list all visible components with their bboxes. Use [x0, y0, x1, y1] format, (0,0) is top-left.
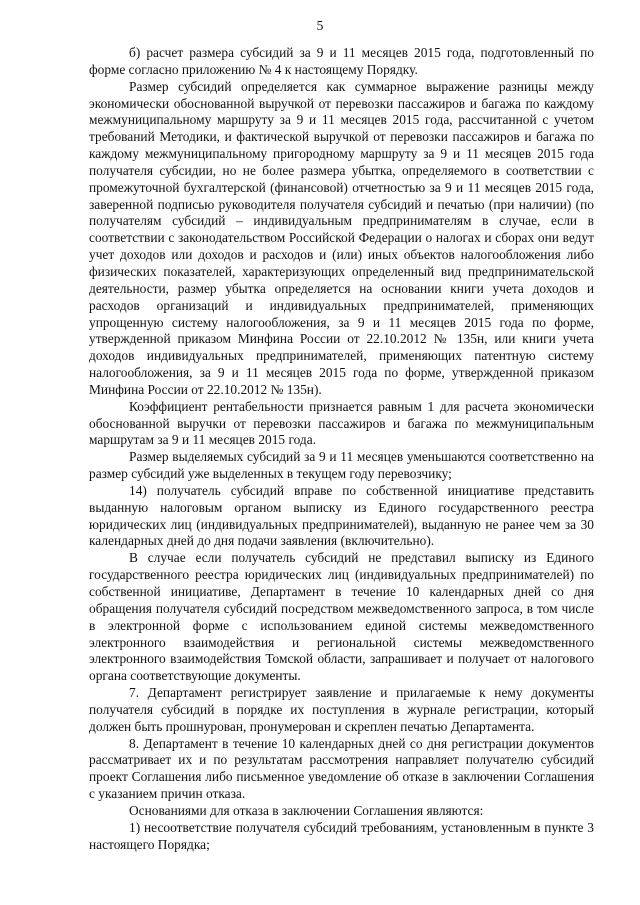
paragraph-profitability-coefficient: Коэффициент рентабельности признается равным 1 для расчета экономически обоснованной выручки от перевозки пассажиров и багажа по межмуниципальным маршрутам за 9 и 11 месяцев 2015 года.: [89, 398, 594, 448]
document-body: [89, 45, 594, 854]
paragraph-subsidy-reduction: Размер выделяемых субсидий за 9 и 11 месяцев уменьшаются соответственно на размер субсидий уже выделенных в текущем году перевозчику;: [89, 449, 594, 482]
paragraph-item-8-review: 8. Департамент в течение 10 календарных дней со дня регистрации документов рассматривает их и по результатам рассмотрения направляет получателю субсидий проект Соглашения либо письменное уведомление об отказе в заключении Соглашения с указанием причин отказа.: [89, 735, 594, 802]
paragraph-interagency-request: В случае если получатель субсидий не представил выписку из Единого государственного реестра юридических лиц (индивидуальных предпринимателей) по собственной инициативе, Департамент в течение 10 календарных дней со дня обращения получателя субсидий посредством межведомственного запроса, в том числе в электронной форме с использованием единой системы межведомственного электронного взаимодействия и региональной системы межведомственного электронного взаимодействия Томской области, запрашивает и получает от налогового органа соответствующие документы.: [89, 550, 594, 684]
paragraph-refusal-ground-1: 1) несоответствие получателя субсидий требованиям, установленным в пункте 3 настоящего Порядка;: [89, 819, 594, 852]
page-number: 5: [316, 18, 324, 33]
paragraph-item-7-registration: 7. Департамент регистрирует заявление и прилагаемые к нему документы получателя субсидий в порядке их поступления в журнале регистрации, который должен быть прошнурован, пронумерован и скреплен печатью Департамента.: [89, 685, 594, 734]
paragraph-refusal-grounds-heading: Основаниями для отказа в заключении Соглашения являются:: [129, 802, 484, 818]
paragraph-item-14-registry-extract: 14) получатель субсидий вправе по собственной инициативе представить выданную налоговым органом выписку из Единого государственного реестра юридических лиц (индивидуальных предпринимателей), выданную не ранее чем за 30 календарных дней до дня подачи заявления (включительно).: [89, 482, 594, 549]
paragraph-subsidy-calculation-form: б) расчет размера субсидий за 9 и 11 месяцев 2015 года, подготовленный по форме согласно приложению № 4 к настоящему Порядку.: [89, 45, 594, 77]
paragraph-subsidy-amount-definition: Размер субсидий определяется как суммарное выражение разницы между экономически обоснованной выручкой от перевозки пассажиров и багажа по каждому межмуниципальному маршруту за 9 и 11 месяцев 2015 года, рассчитанной с учетом требований Методики, и фактической выручкой от перевозки пассажиров и багажа по каждому межмуниципальному пригородному маршруту за 9 и 11 месяцев 2015 года получателя субсидии, но не более размера убытка, определяемого в соответствии с промежуточной бухгалтерской (финансовой) отчетностью за 9 и 11 месяцев 2015 года, заверенной подписью руководителя получателя субсидий и печатью (при наличии) (по получателям субсидий – индивидуальным предпринимателям в случае, если в соответствии с законодательством Российской Федерации о налогах и сборах они ведут учет доходов или доходов и расходов и (или) иных объектов налогообложения либо физических показателей, характеризующих определенный вид предпринимательской деятельности, размер убытка определяется на основании книги учета доходов и расходов организаций и индивидуальных предпринимателей, применяющих упрощенную систему налогообложения, за 9 и 11 месяцев 2015 года по форме, утвержденной приказом Минфина России от 22.10.2012 № 135н, или книги учета доходов индивидуальных предпринимателей, применяющих патентную систему налогообложения, за 9 и 11 месяцев 2015 года по форме, утвержденной приказом Минфина России от 22.10.2012 № 135н).: [89, 78, 594, 397]
